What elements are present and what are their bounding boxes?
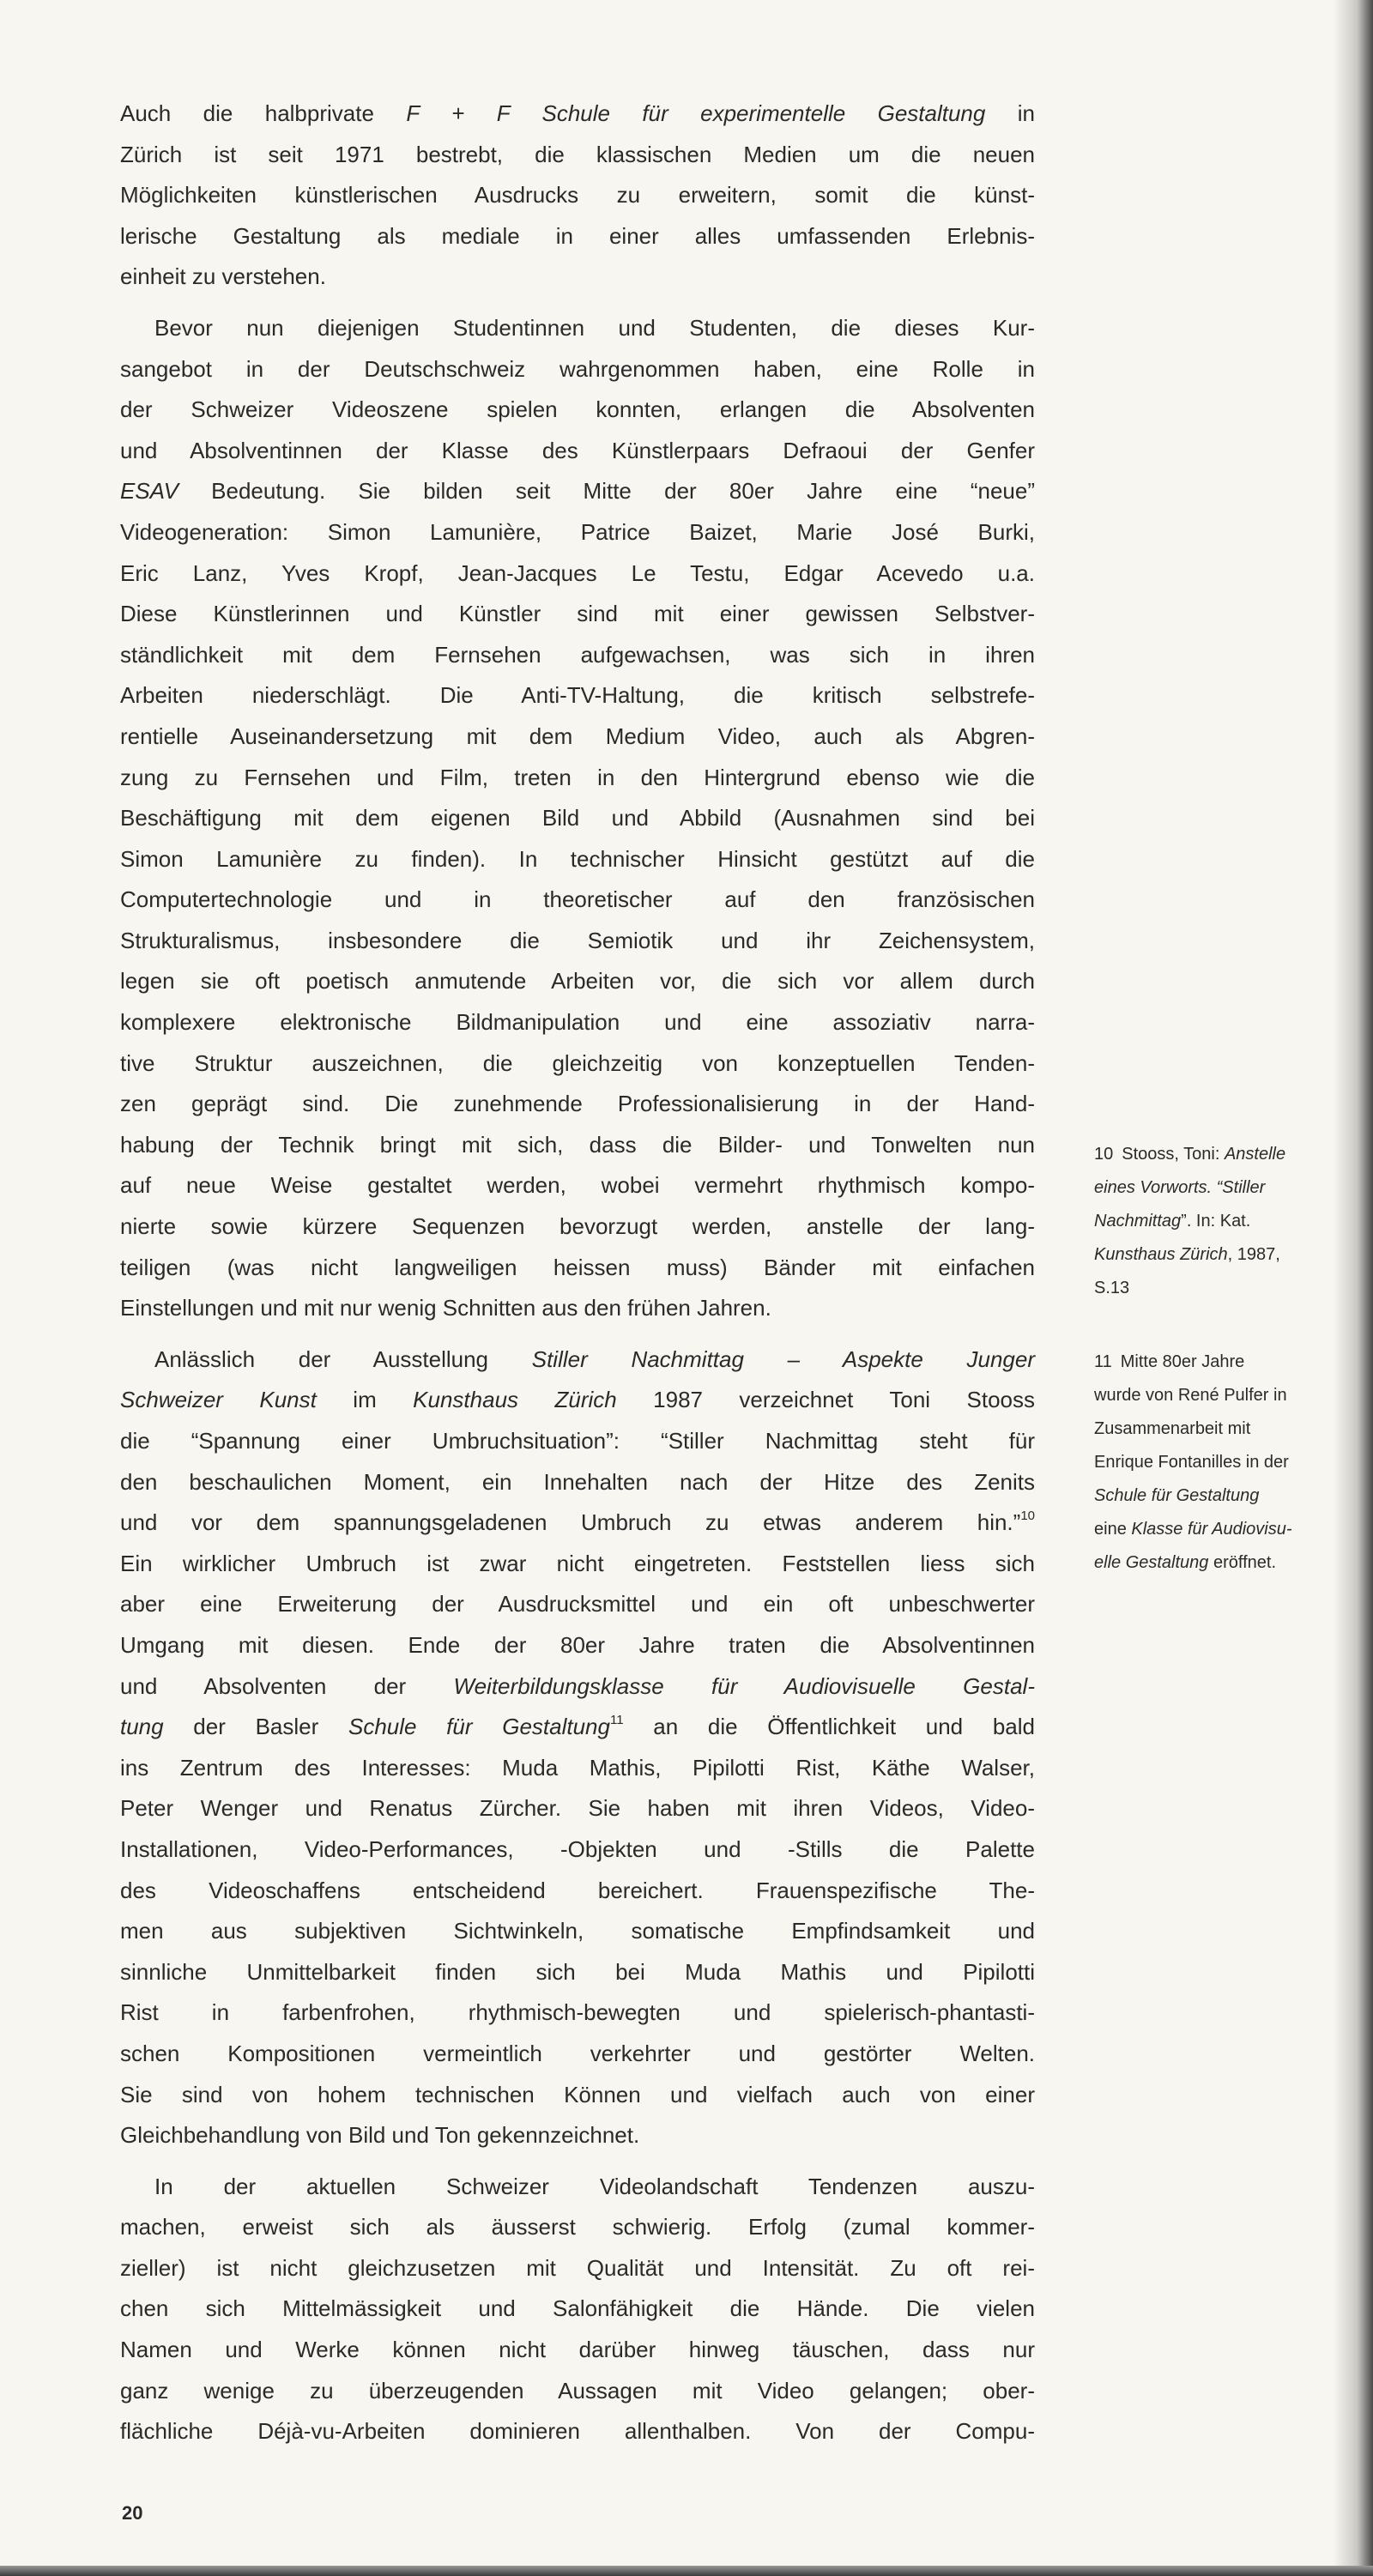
text-line xyxy=(120,2075,1035,2116)
text-line xyxy=(120,471,1035,512)
italic-text: eines Vorworts. “Stiller xyxy=(1094,1178,1266,1197)
text-run: Beschäftigung mit dem eigenen Bild und Abbild (Ausnahmen sind bei xyxy=(120,805,1035,831)
text-line xyxy=(120,758,1035,799)
italic-text: F + F Schule für experimentelle Gestaltung xyxy=(406,100,986,126)
text-line xyxy=(120,2371,1035,2412)
text-run: den beschaulichen Moment, ein Innehalten nach der Hitze des Zenits xyxy=(120,1468,1035,1495)
text-run: lerische Gestaltung als mediale in einer alles umfassenden Erlebnis- xyxy=(120,222,1035,249)
text-line xyxy=(120,1462,1035,1503)
text-run: komplexere elektronische Bildmanipulation und eine assoziativ narra- xyxy=(120,1009,1035,1036)
text-run: Sie sind von hohem technischen Können und vielfach auch von einer xyxy=(120,2081,1035,2107)
text-run: eine xyxy=(1094,1520,1132,1539)
text-run: In der aktuellen Schweizer Videolandschaft Tendenzen auszu- xyxy=(154,2173,1035,2199)
text-line xyxy=(120,1288,1035,1329)
text-run: Strukturalismus, insbesondere die Semiotik und ihr Zeichensystem, xyxy=(120,927,1035,953)
text-run: Arbeiten niederschlägt. Die Anti-TV-Haltung, die kritisch selbstrefe- xyxy=(120,682,1035,709)
footnote-number: 11 xyxy=(1094,1352,1112,1371)
footnote-line xyxy=(1094,1546,1360,1580)
text-run: der Basler xyxy=(163,1714,348,1740)
footnote-line xyxy=(1094,1272,1360,1305)
text-run: machen, erweist sich als äusserst schwierig. Erfolg (zumal kommer- xyxy=(120,2214,1035,2240)
text-line xyxy=(120,1125,1035,1166)
footnote-line xyxy=(1094,1479,1360,1513)
paragraph xyxy=(120,308,1035,1329)
text-line xyxy=(120,1380,1035,1421)
text-line xyxy=(120,1002,1035,1043)
text-run: des Videoschaffens entscheidend bereichert. Frauenspezifische The- xyxy=(120,1877,1035,1903)
text-line xyxy=(120,349,1035,390)
text-line xyxy=(120,921,1035,962)
footnote-line xyxy=(1094,1513,1360,1546)
italic-text: ESAV xyxy=(120,478,178,505)
text-run: und vor dem spannungsgeladenen Umbruch zu etwas anderem hin.” xyxy=(120,1509,1021,1536)
text-run: Namen und Werke können nicht darüber hinweg täuschen, dass nur xyxy=(120,2337,1035,2363)
text-line xyxy=(120,1992,1035,2034)
text-run: ”. In: Kat. xyxy=(1181,1212,1251,1231)
text-line xyxy=(120,1206,1035,1248)
text-line xyxy=(120,1503,1035,1544)
text-line xyxy=(120,717,1035,758)
text-run: zung zu Fernsehen und Film, treten in den Hintergrund ebenso wie die xyxy=(120,764,1035,790)
text-line xyxy=(120,1584,1035,1625)
text-run: rentielle Auseinandersetzung mit dem Medium Video, auch als Abgren- xyxy=(120,723,1035,749)
footnote-line xyxy=(1094,1446,1360,1479)
italic-text: Kunsthaus Zürich xyxy=(1094,1245,1228,1264)
text-run: , 1987, xyxy=(1227,1245,1280,1264)
text-line xyxy=(120,1421,1035,1462)
text-line xyxy=(120,839,1035,880)
text-run: Simon Lamunière zu finden). In technischer Hinsicht gestützt auf die xyxy=(120,845,1035,872)
text-line xyxy=(120,390,1035,431)
text-line xyxy=(120,880,1035,921)
text-run: sinnliche Unmittelbarkeit finden sich bei Muda Mathis und Pipilotti xyxy=(120,1958,1035,1985)
text-run: Anlässlich der Ausstellung xyxy=(154,1345,532,1372)
text-run: eröffnet. xyxy=(1208,1553,1276,1572)
text-line xyxy=(120,2034,1035,2075)
text-run: schen Kompositionen vermeintlich verkehrter und gestörter Welten. xyxy=(120,2040,1035,2066)
text-run: Mitte 80er Jahre xyxy=(1120,1352,1245,1371)
text-line xyxy=(120,2411,1035,2452)
footnote-11 xyxy=(1094,1345,1360,1580)
text-run: Ein wirklicher Umbruch ist zwar nicht eingetreten. Feststellen liess sich xyxy=(120,1550,1035,1576)
text-line xyxy=(120,1043,1035,1085)
footnote-reference: 10 xyxy=(1020,1509,1035,1524)
text-run: und Absolventinnen der Klasse des Künstlerpaars Defraoui der Genfer xyxy=(120,437,1035,463)
text-run: im xyxy=(316,1387,414,1413)
text-run: wurde von René Pulfer in xyxy=(1094,1386,1287,1405)
text-run: die “Spannung einer Umbruchsituation”: “Stiller Nachmittag steht für xyxy=(120,1428,1035,1454)
italic-text: Schule für Gestaltung xyxy=(1094,1486,1260,1505)
italic-text: tung xyxy=(120,1714,164,1740)
text-run: flächliche Déjà-vu-Arbeiten dominieren allenthalben. Von der Compu- xyxy=(120,2418,1035,2445)
text-run: ins Zentrum des Interesses: Muda Mathis, Pipilotti Rist, Käthe Walser, xyxy=(120,1754,1035,1781)
text-run: Zusammenarbeit mit xyxy=(1094,1419,1251,1438)
text-line xyxy=(120,1165,1035,1206)
text-line xyxy=(120,1248,1035,1289)
text-run: auf neue Weise gestaltet werden, wobei vermehrt rhythmisch kompo- xyxy=(120,1172,1035,1199)
footnote-number: 10 xyxy=(1094,1145,1114,1164)
text-run: ständlichkeit mit dem Fernsehen aufgewachsen, was sich in ihren xyxy=(120,641,1035,668)
text-run: nierte sowie kürzere Sequenzen bevorzugt werden, anstelle der lang- xyxy=(120,1213,1035,1240)
text-line xyxy=(120,1339,1035,1381)
text-line xyxy=(120,635,1035,676)
footnote-line xyxy=(1094,1345,1360,1379)
text-line xyxy=(120,1829,1035,1871)
footnote-line xyxy=(1094,1138,1360,1171)
footnote-line xyxy=(1094,1171,1360,1205)
scan-bottom-edge xyxy=(0,2566,1373,2576)
text-line xyxy=(120,1788,1035,1829)
page-number: 20 xyxy=(122,2502,143,2524)
text-run: habung der Technik bringt mit sich, dass die Bilder- und Tonwelten nun xyxy=(120,1131,1035,1158)
text-line xyxy=(120,2167,1035,2208)
text-run: einheit zu verstehen. xyxy=(120,263,326,290)
footnote-line xyxy=(1094,1205,1360,1238)
text-run: 1987 verzeichnet Toni Stooss xyxy=(616,1387,1035,1413)
footnote-line xyxy=(1094,1379,1360,1412)
body-text xyxy=(120,94,1035,2452)
text-line xyxy=(120,961,1035,1002)
footnote-line xyxy=(1094,1412,1360,1446)
text-run: Einstellungen und mit nur wenig Schnitten aus den frühen Jahren. xyxy=(120,1295,771,1321)
text-run: Möglichkeiten künstlerischen Ausdrucks zu erweitern, somit die künst- xyxy=(120,182,1035,209)
text-line xyxy=(120,2248,1035,2289)
text-line xyxy=(120,675,1035,717)
text-run: legen sie oft poetisch anmutende Arbeiten vor, die sich vor allem durch xyxy=(120,968,1035,995)
text-line xyxy=(120,1625,1035,1666)
italic-text: Schweizer Kunst xyxy=(120,1387,317,1413)
text-run: der Schweizer Videoszene spielen konnten, erlangen die Absolventen xyxy=(120,396,1035,423)
text-run: Auch die halbprivate xyxy=(120,100,407,126)
italic-text: Stiller Nachmittag – Aspekte Junger xyxy=(531,1345,1035,1372)
text-run: Diese Künstlerinnen und Künstler sind mit einer gewissen Selbstver- xyxy=(120,601,1035,627)
text-line xyxy=(120,2330,1035,2371)
italic-text: Anstelle xyxy=(1224,1145,1286,1164)
text-run: zieller) ist nicht gleichzusetzen mit Qualität und Intensität. Zu oft rei- xyxy=(120,2254,1035,2281)
text-line xyxy=(120,1666,1035,1708)
text-line xyxy=(120,308,1035,349)
text-run: Bedeutung. Sie bilden seit Mitte der 80er Jahre eine “neue” xyxy=(178,478,1035,505)
text-line xyxy=(120,94,1035,135)
text-run: Installationen, Video-Performances, -Objekten und -Stills die Palette xyxy=(120,1835,1035,1862)
text-line xyxy=(120,1748,1035,1789)
text-run: chen sich Mittelmässigkeit und Salonfähigkeit die Hände. Die vielen xyxy=(120,2295,1035,2322)
text-line xyxy=(120,216,1035,257)
text-run: Gleichbehandlung von Bild und Ton gekennzeichnet. xyxy=(120,2122,640,2149)
text-run: Enrique Fontanilles in der xyxy=(1094,1453,1289,1472)
text-run: an die Öffentlichkeit und bald xyxy=(623,1714,1035,1740)
text-run: Rist in farbenfrohen, rhythmisch-bewegten und spielerisch-phantasti- xyxy=(120,1999,1035,2026)
text-line xyxy=(120,2115,1035,2156)
italic-text: Weiterbildungsklasse für Audiovisuelle Gestal- xyxy=(453,1672,1035,1699)
text-line xyxy=(120,257,1035,298)
text-run: sangebot in der Deutschschweiz wahrgenommen haben, eine Rolle in xyxy=(120,355,1035,382)
text-run: Computertechnologie und in theoretischer auf den französischen xyxy=(120,886,1035,913)
italic-text: Kunsthaus Zürich xyxy=(413,1387,617,1413)
footnote-10 xyxy=(1094,1138,1360,1305)
text-line xyxy=(120,1707,1035,1748)
paragraph xyxy=(120,94,1035,298)
text-line xyxy=(120,1084,1035,1125)
text-line xyxy=(120,431,1035,472)
text-line xyxy=(120,1911,1035,1952)
text-run: ganz wenige zu überzeugenden Aussagen mit Video gelangen; ober- xyxy=(120,2377,1035,2404)
text-run: S.13 xyxy=(1094,1279,1130,1297)
text-line xyxy=(120,1544,1035,1585)
paragraph xyxy=(120,2167,1035,2452)
text-run: teiligen (was nicht langweiligen heissen muss) Bänder mit einfachen xyxy=(120,1254,1035,1280)
text-run: aber eine Erweiterung der Ausdrucksmittel und ein oft unbeschwerter xyxy=(120,1591,1035,1618)
text-run: in xyxy=(985,100,1035,126)
italic-text: Klasse für Audiovisu- xyxy=(1131,1520,1292,1539)
text-run: Eric Lanz, Yves Kropf, Jean-Jacques Le Testu, Edgar Acevedo u.a. xyxy=(120,559,1035,586)
text-run: Umgang mit diesen. Ende der 80er Jahre traten die Absolventinnen xyxy=(120,1631,1035,1658)
paragraph xyxy=(120,1339,1035,2156)
text-run: Stooss, Toni: xyxy=(1122,1145,1225,1164)
footnote-line xyxy=(1094,1238,1360,1272)
text-run: zen geprägt sind. Die zunehmende Professionalisierung in der Hand- xyxy=(120,1091,1035,1117)
text-run: Videogeneration: Simon Lamunière, Patrice Baizet, Marie José Burki, xyxy=(120,518,1035,545)
italic-text: Schule für Gestaltung xyxy=(348,1714,610,1740)
text-line xyxy=(120,175,1035,216)
text-line xyxy=(120,553,1035,595)
footnote-reference: 11 xyxy=(609,1713,624,1728)
text-line xyxy=(120,2207,1035,2248)
text-run: Bevor nun diejenigen Studentinnen und Studenten, die dieses Kur- xyxy=(154,314,1035,341)
italic-text: elle Gestaltung xyxy=(1094,1553,1209,1572)
text-line xyxy=(120,1871,1035,1912)
italic-text: Nachmittag xyxy=(1094,1212,1182,1231)
text-run: tive Struktur auszeichnen, die gleichzeitig von konzeptuellen Tenden- xyxy=(120,1049,1035,1076)
text-line xyxy=(120,798,1035,839)
text-run: men aus subjektiven Sichtwinkeln, somatische Empfindsamkeit und xyxy=(120,1918,1035,1944)
text-line xyxy=(120,594,1035,635)
text-run: Zürich ist seit 1971 bestrebt, die klassischen Medien um die neuen xyxy=(120,141,1035,167)
text-run: und Absolventen der xyxy=(120,1672,454,1699)
text-run: Peter Wenger und Renatus Zürcher. Sie haben mit ihren Videos, Video- xyxy=(120,1795,1035,1822)
text-line xyxy=(120,2289,1035,2330)
text-line xyxy=(120,1952,1035,1993)
text-line xyxy=(120,512,1035,553)
text-line xyxy=(120,135,1035,176)
